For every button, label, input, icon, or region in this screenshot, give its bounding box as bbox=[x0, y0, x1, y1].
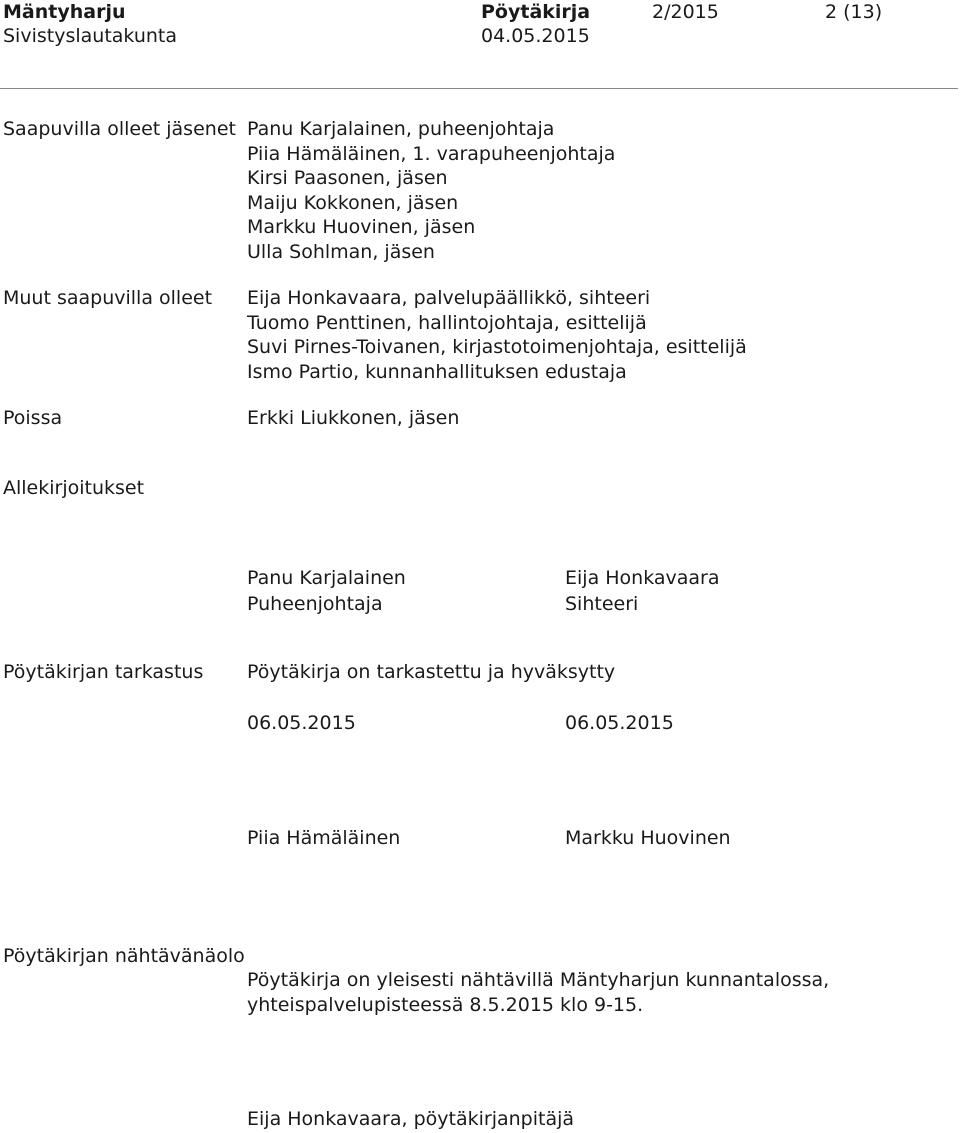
display-text-line-2: yhteispalvelupisteessä 8.5.2015 klo 9-15. bbox=[247, 994, 644, 1016]
chair-role: Puheenjohtaja bbox=[247, 593, 383, 615]
header-municipality: Mäntyharju bbox=[3, 1, 126, 23]
signatures-label: Allekirjoitukset bbox=[3, 477, 145, 499]
header-page-number: 2 (13) bbox=[825, 1, 883, 23]
review-date-1: 06.05.2015 bbox=[247, 712, 356, 734]
other-present-list bbox=[247, 286, 747, 384]
reviewer-2: Markku Huovinen bbox=[565, 827, 731, 849]
list-item: Ismo Partio, kunnanhallituksen edustaja bbox=[247, 360, 627, 383]
header-divider bbox=[0, 88, 958, 89]
list-item: Ulla Sohlman, jäsen bbox=[247, 240, 435, 263]
list-item: Markku Huovinen, jäsen bbox=[247, 216, 476, 238]
header-doc-type: Pöytäkirja bbox=[481, 1, 591, 23]
display-label: Pöytäkirjan nähtävänäolo bbox=[3, 945, 245, 967]
list-item: Erkki Liukkonen, jäsen bbox=[247, 407, 460, 429]
present-members-label: Saapuvilla olleet jäsenet bbox=[3, 118, 236, 140]
absent-label: Poissa bbox=[3, 407, 63, 429]
chair-name: Panu Karjalainen bbox=[247, 567, 406, 589]
list-item: Panu Karjalainen, puheenjohtaja bbox=[247, 118, 555, 140]
present-members-list bbox=[247, 117, 615, 264]
secretary-name: Eija Honkavaara bbox=[565, 567, 720, 589]
list-item: Piia Hämäläinen, 1. varapuheenjohtaja bbox=[247, 142, 616, 165]
review-date-2: 06.05.2015 bbox=[565, 712, 674, 734]
list-item: Eija Honkavaara, palvelupäällikkö, sihteeri bbox=[247, 287, 651, 309]
header-doc-number: 2/2015 bbox=[652, 1, 719, 23]
display-signer: Eija Honkavaara, pöytäkirjanpitäjä bbox=[247, 1108, 575, 1130]
review-label: Pöytäkirjan tarkastus bbox=[3, 661, 204, 683]
list-item: Kirsi Paasonen, jäsen bbox=[247, 167, 448, 189]
reviewer-1: Piia Hämäläinen bbox=[247, 827, 401, 849]
review-statement: Pöytäkirja on tarkastettu ja hyväksytty bbox=[247, 661, 616, 683]
list-item: Suvi Pirnes-Toivanen, kirjastotoimenjohtaja, esittelijä bbox=[247, 336, 747, 358]
display-text-line-1: Pöytäkirja on yleisesti nähtävillä Mäntyharjun kunnantalossa, bbox=[247, 969, 830, 991]
secretary-role: Sihteeri bbox=[565, 593, 639, 615]
header-department: Sivistyslautakunta bbox=[3, 25, 178, 47]
list-item: Tuomo Penttinen, hallintojohtaja, esittelijä bbox=[247, 311, 647, 334]
header-date: 04.05.2015 bbox=[481, 25, 590, 47]
list-item: Maiju Kokkonen, jäsen bbox=[247, 191, 459, 214]
other-present-label: Muut saapuvilla olleet bbox=[3, 287, 213, 309]
